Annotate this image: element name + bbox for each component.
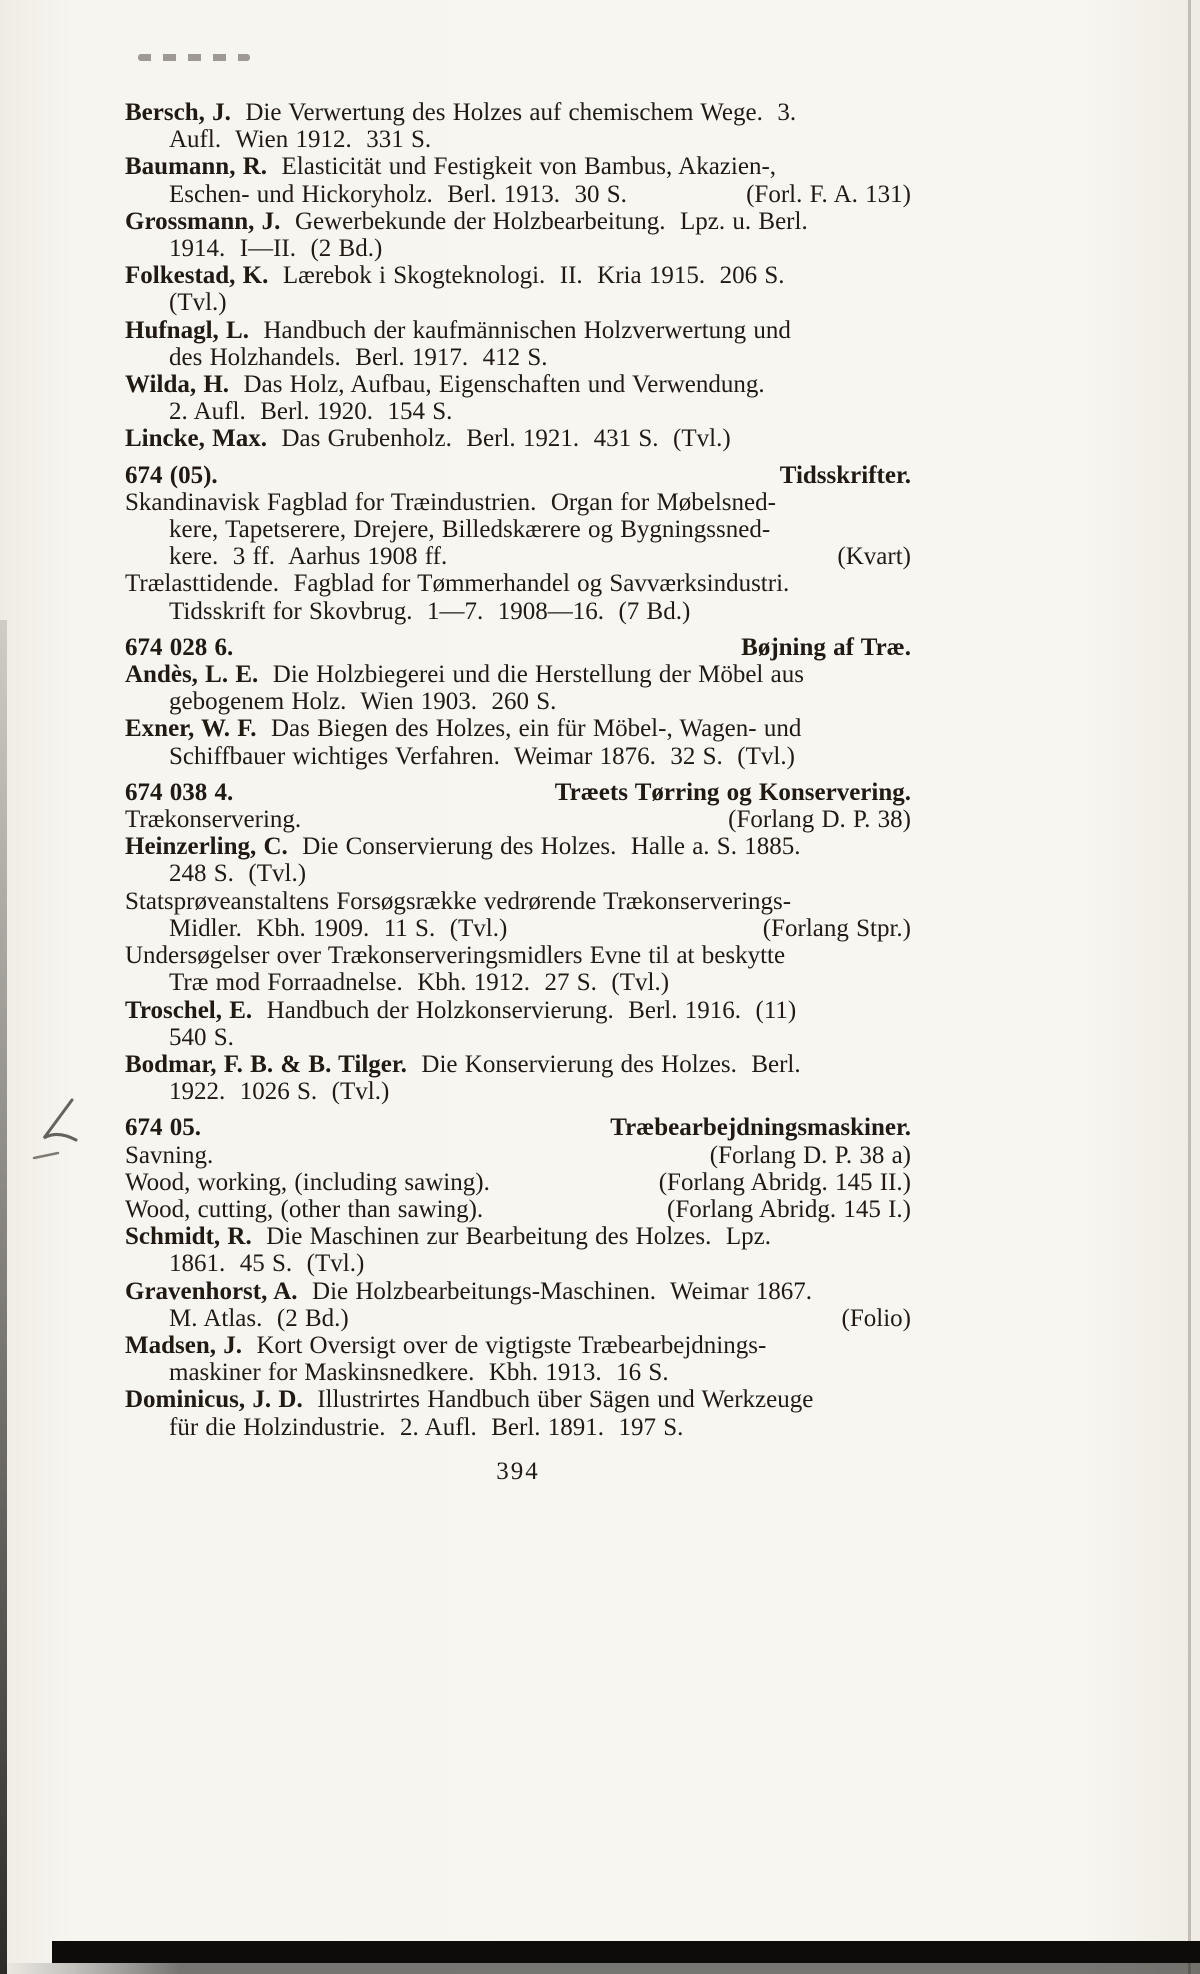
entry-line (125, 888, 911, 915)
entry-line (125, 1169, 911, 1196)
entry-text: Dominicus, J. D. Illustrirtes Handbuch über Sägen und Werkzeuge (125, 1386, 814, 1414)
entry-line (125, 942, 911, 969)
author-name: Bersch, J. (125, 99, 231, 126)
section-title: Bøjning af Træ. (741, 633, 911, 661)
scan-smudge-top (138, 54, 250, 61)
entry-text: Statsprøveanstaltens Forsøgsrække vedrørende Trækonserverings- (125, 887, 792, 915)
entry-line (125, 398, 911, 425)
bibliography-text-block (125, 99, 911, 1485)
entry-line (125, 344, 911, 371)
shelf-note: (Kvart) (837, 543, 911, 571)
entry-line (125, 1414, 911, 1441)
author-name: Lincke, Max. (125, 425, 267, 453)
entry-text: 248 S. (Tvl.) (169, 860, 307, 888)
entry-line (125, 317, 911, 344)
entry-text: gebogenem Holz. Wien 1903. 260 S. (169, 688, 557, 716)
classification-number: 674 05. (125, 1114, 201, 1142)
entry-line (125, 997, 911, 1024)
entry-text: Undersøgelser over Trækonserveringsmidlers Evne til at beskytte (125, 942, 786, 970)
entry-text: Skandinavisk Fagblad for Træindustrien. Organ for Møbelsned- (125, 488, 776, 516)
entry-text: 1922. 1026 S. (Tvl.) (169, 1078, 390, 1106)
entry-line (125, 1359, 911, 1386)
entry-text: Trækonservering. (125, 806, 302, 834)
entry-line (125, 262, 911, 289)
right-edge-scan-line (1188, 0, 1191, 1974)
entry-text: Gravenhorst, A. Die Holzbearbeitungs-Maschinen. Weimar 1867. (125, 1277, 813, 1305)
section-heading (125, 634, 911, 661)
entry-text: Hufnagl, L. Handbuch der kaufmännischen Holzverwertung und (125, 316, 791, 344)
entry-text: Savning. (125, 1141, 214, 1169)
section-title: Tidsskrifter. (779, 461, 911, 489)
entry-line (125, 181, 911, 208)
entry-text: 2. Aufl. Berl. 1920. 154 S. (169, 398, 453, 426)
entry-line (125, 1051, 911, 1078)
entry-text: Bersch, J. Die Verwertung des Holzes auf chemischem Wege. 3. (125, 99, 797, 126)
entry-text: Wood, cutting, (other than sawing). (125, 1195, 484, 1223)
entry-text: Madsen, J. Kort Oversigt over de vigtigste Træbearbejdnings- (125, 1331, 767, 1359)
author-name: Baumann, R. (125, 153, 268, 181)
entry-line (125, 208, 911, 235)
entry-text: Heinzerling, C. Die Conservierung des Holzes. Halle a. S. 1885. (125, 833, 801, 861)
entry-line (125, 1142, 911, 1169)
entry-text: 540 S. (169, 1023, 234, 1051)
entry-text: Schiffbauer wichtiges Verfahren. Weimar 1876. 32 S. (Tvl.) (169, 742, 795, 770)
entry-text: Trælasttidende. Fagblad for Tømmerhandel og Savværksindustri. (125, 570, 790, 598)
pencil-mark (30, 1096, 110, 1171)
section-heading (125, 779, 911, 806)
bottom-scan-bar (52, 1941, 1200, 1963)
entry-line (125, 860, 911, 887)
entry-lines (125, 99, 911, 1441)
entry-line (125, 153, 911, 180)
entry-text: Grossmann, J. Gewerbekunde der Holzbearbeitung. Lpz. u. Berl. (125, 207, 808, 235)
entry-line (125, 489, 911, 516)
shelf-note: (Forl. F. A. 131) (746, 180, 911, 208)
entry-line (125, 833, 911, 860)
author-name: Troschel, E. (125, 996, 253, 1024)
entry-text: 1861. 45 S. (Tvl.) (169, 1250, 365, 1278)
bottom-scan-bar-tail (0, 1963, 1200, 1974)
author-name: Exner, W. F. (125, 715, 257, 743)
entry-line (125, 1196, 911, 1223)
entry-text: Exner, W. F. Das Biegen des Holzes, ein für Möbel-, Wagen- und (125, 715, 802, 743)
entry-line (125, 1250, 911, 1277)
author-name: Folkestad, K. (125, 262, 269, 290)
entry-line (125, 1278, 911, 1305)
author-name: Grossmann, J. (125, 207, 281, 235)
classification-number: 674 038 4. (125, 778, 234, 806)
entry-line (125, 1332, 911, 1359)
author-name: Dominicus, J. D. (125, 1386, 303, 1414)
shelf-note: (Forlang Abridg. 145 I.) (667, 1195, 911, 1223)
section-title: Træets Tørring og Konservering. (554, 778, 911, 806)
author-name: Hufnagl, L. (125, 316, 249, 344)
entry-text: Andès, L. E. Die Holzbiegerei und die Herstellung der Möbel aus (125, 661, 804, 689)
left-edge-scan-shadow (0, 620, 7, 1974)
entry-line (125, 1078, 911, 1105)
entry-text: Træ mod Forraadnelse. Kbh. 1912. 27 S. (Tvl.) (169, 969, 670, 997)
entry-text: Troschel, E. Handbuch der Holzkonservierung. Berl. 1916. (11) (125, 996, 797, 1024)
entry-line (125, 715, 911, 742)
entry-text: Wood, working, (including sawing). (125, 1168, 490, 1196)
entry-text: Wilda, H. Das Holz, Aufbau, Eigenschaften und Verwendung. (125, 371, 765, 399)
classification-number: 674 (05). (125, 461, 218, 489)
entry-line (125, 806, 911, 833)
entry-text: Schmidt, R. Die Maschinen zur Bearbeitung des Holzes. Lpz. (125, 1223, 771, 1251)
entry-text: Midler. Kbh. 1909. 11 S. (Tvl.) (169, 914, 508, 942)
section-heading (125, 462, 911, 489)
entry-text: maskiner for Maskinsnedkere. Kbh. 1913. 16 S. (169, 1359, 669, 1387)
entry-text: des Holzhandels. Berl. 1917. 412 S. (169, 343, 548, 371)
entry-line (125, 661, 911, 688)
entry-text: Tidsskrift for Skovbrug. 1—7. 1908—16. (7 Bd.) (169, 597, 691, 625)
entry-line (125, 289, 911, 316)
author-name: Gravenhorst, A. (125, 1277, 298, 1305)
entry-text: 1914. I—II. (2 Bd.) (169, 235, 383, 263)
author-name: Wilda, H. (125, 371, 230, 399)
entry-text: Eschen- und Hickoryholz. Berl. 1913. 30 S. (169, 180, 627, 208)
author-name: Bodmar, F. B. & B. Tilger. (125, 1050, 407, 1078)
shelf-note: (Forlang Stpr.) (762, 914, 911, 942)
entry-line (125, 1024, 911, 1051)
entry-line (125, 235, 911, 262)
section-heading (125, 1114, 911, 1141)
classification-number: 674 028 6. (125, 633, 234, 661)
entry-line (125, 598, 911, 625)
entry-text: für die Holzindustrie. 2. Aufl. Berl. 1891. 197 S. (169, 1413, 684, 1441)
entry-text: M. Atlas. (2 Bd.) (169, 1304, 349, 1332)
author-name: Andès, L. E. (125, 661, 259, 689)
entry-text: Folkestad, K. Lærebok i Skogteknologi. II. Kria 1915. 206 S. (125, 262, 785, 290)
entry-line (125, 570, 911, 597)
entry-text: (Tvl.) (169, 289, 227, 317)
entry-line (125, 743, 911, 770)
entry-line (125, 99, 911, 126)
section-title: Træbearbejdningsmaskiner. (610, 1114, 911, 1142)
entry-line (125, 371, 911, 398)
entry-line (125, 425, 911, 452)
entry-line (125, 915, 911, 942)
entry-text: Aufl. Wien 1912. 331 S. (169, 126, 432, 154)
entry-line (125, 1305, 911, 1332)
author-name: Heinzerling, C. (125, 833, 288, 861)
entry-text: kere, Tapetserere, Drejere, Billedskærere og Bygningssned- (169, 516, 771, 544)
entry-text: kere. 3 ff. Aarhus 1908 ff. (169, 543, 448, 571)
entry-line (125, 1386, 911, 1413)
author-name: Schmidt, R. (125, 1223, 252, 1251)
shelf-note: (Forlang Abridg. 145 II.) (658, 1168, 911, 1196)
shelf-note: (Forlang D. P. 38 a) (709, 1141, 911, 1169)
entry-line (125, 969, 911, 996)
entry-line (125, 516, 911, 543)
entry-line (125, 543, 911, 570)
entry-line (125, 688, 911, 715)
entry-text: Lincke, Max. Das Grubenholz. Berl. 1921. 431 S. (Tvl.) (125, 425, 731, 453)
shelf-note: (Forlang D. P. 38) (728, 806, 911, 834)
entry-text: Baumann, R. Elasticität und Festigkeit von Bambus, Akazien-, (125, 153, 777, 181)
entry-line (125, 126, 911, 153)
author-name: Madsen, J. (125, 1331, 242, 1359)
page-number: 394 (496, 1457, 540, 1485)
entry-line (125, 1223, 911, 1250)
entry-text: Bodmar, F. B. & B. Tilger. Die Konservierung des Holzes. Berl. (125, 1050, 801, 1078)
shelf-note: (Folio) (841, 1304, 911, 1332)
